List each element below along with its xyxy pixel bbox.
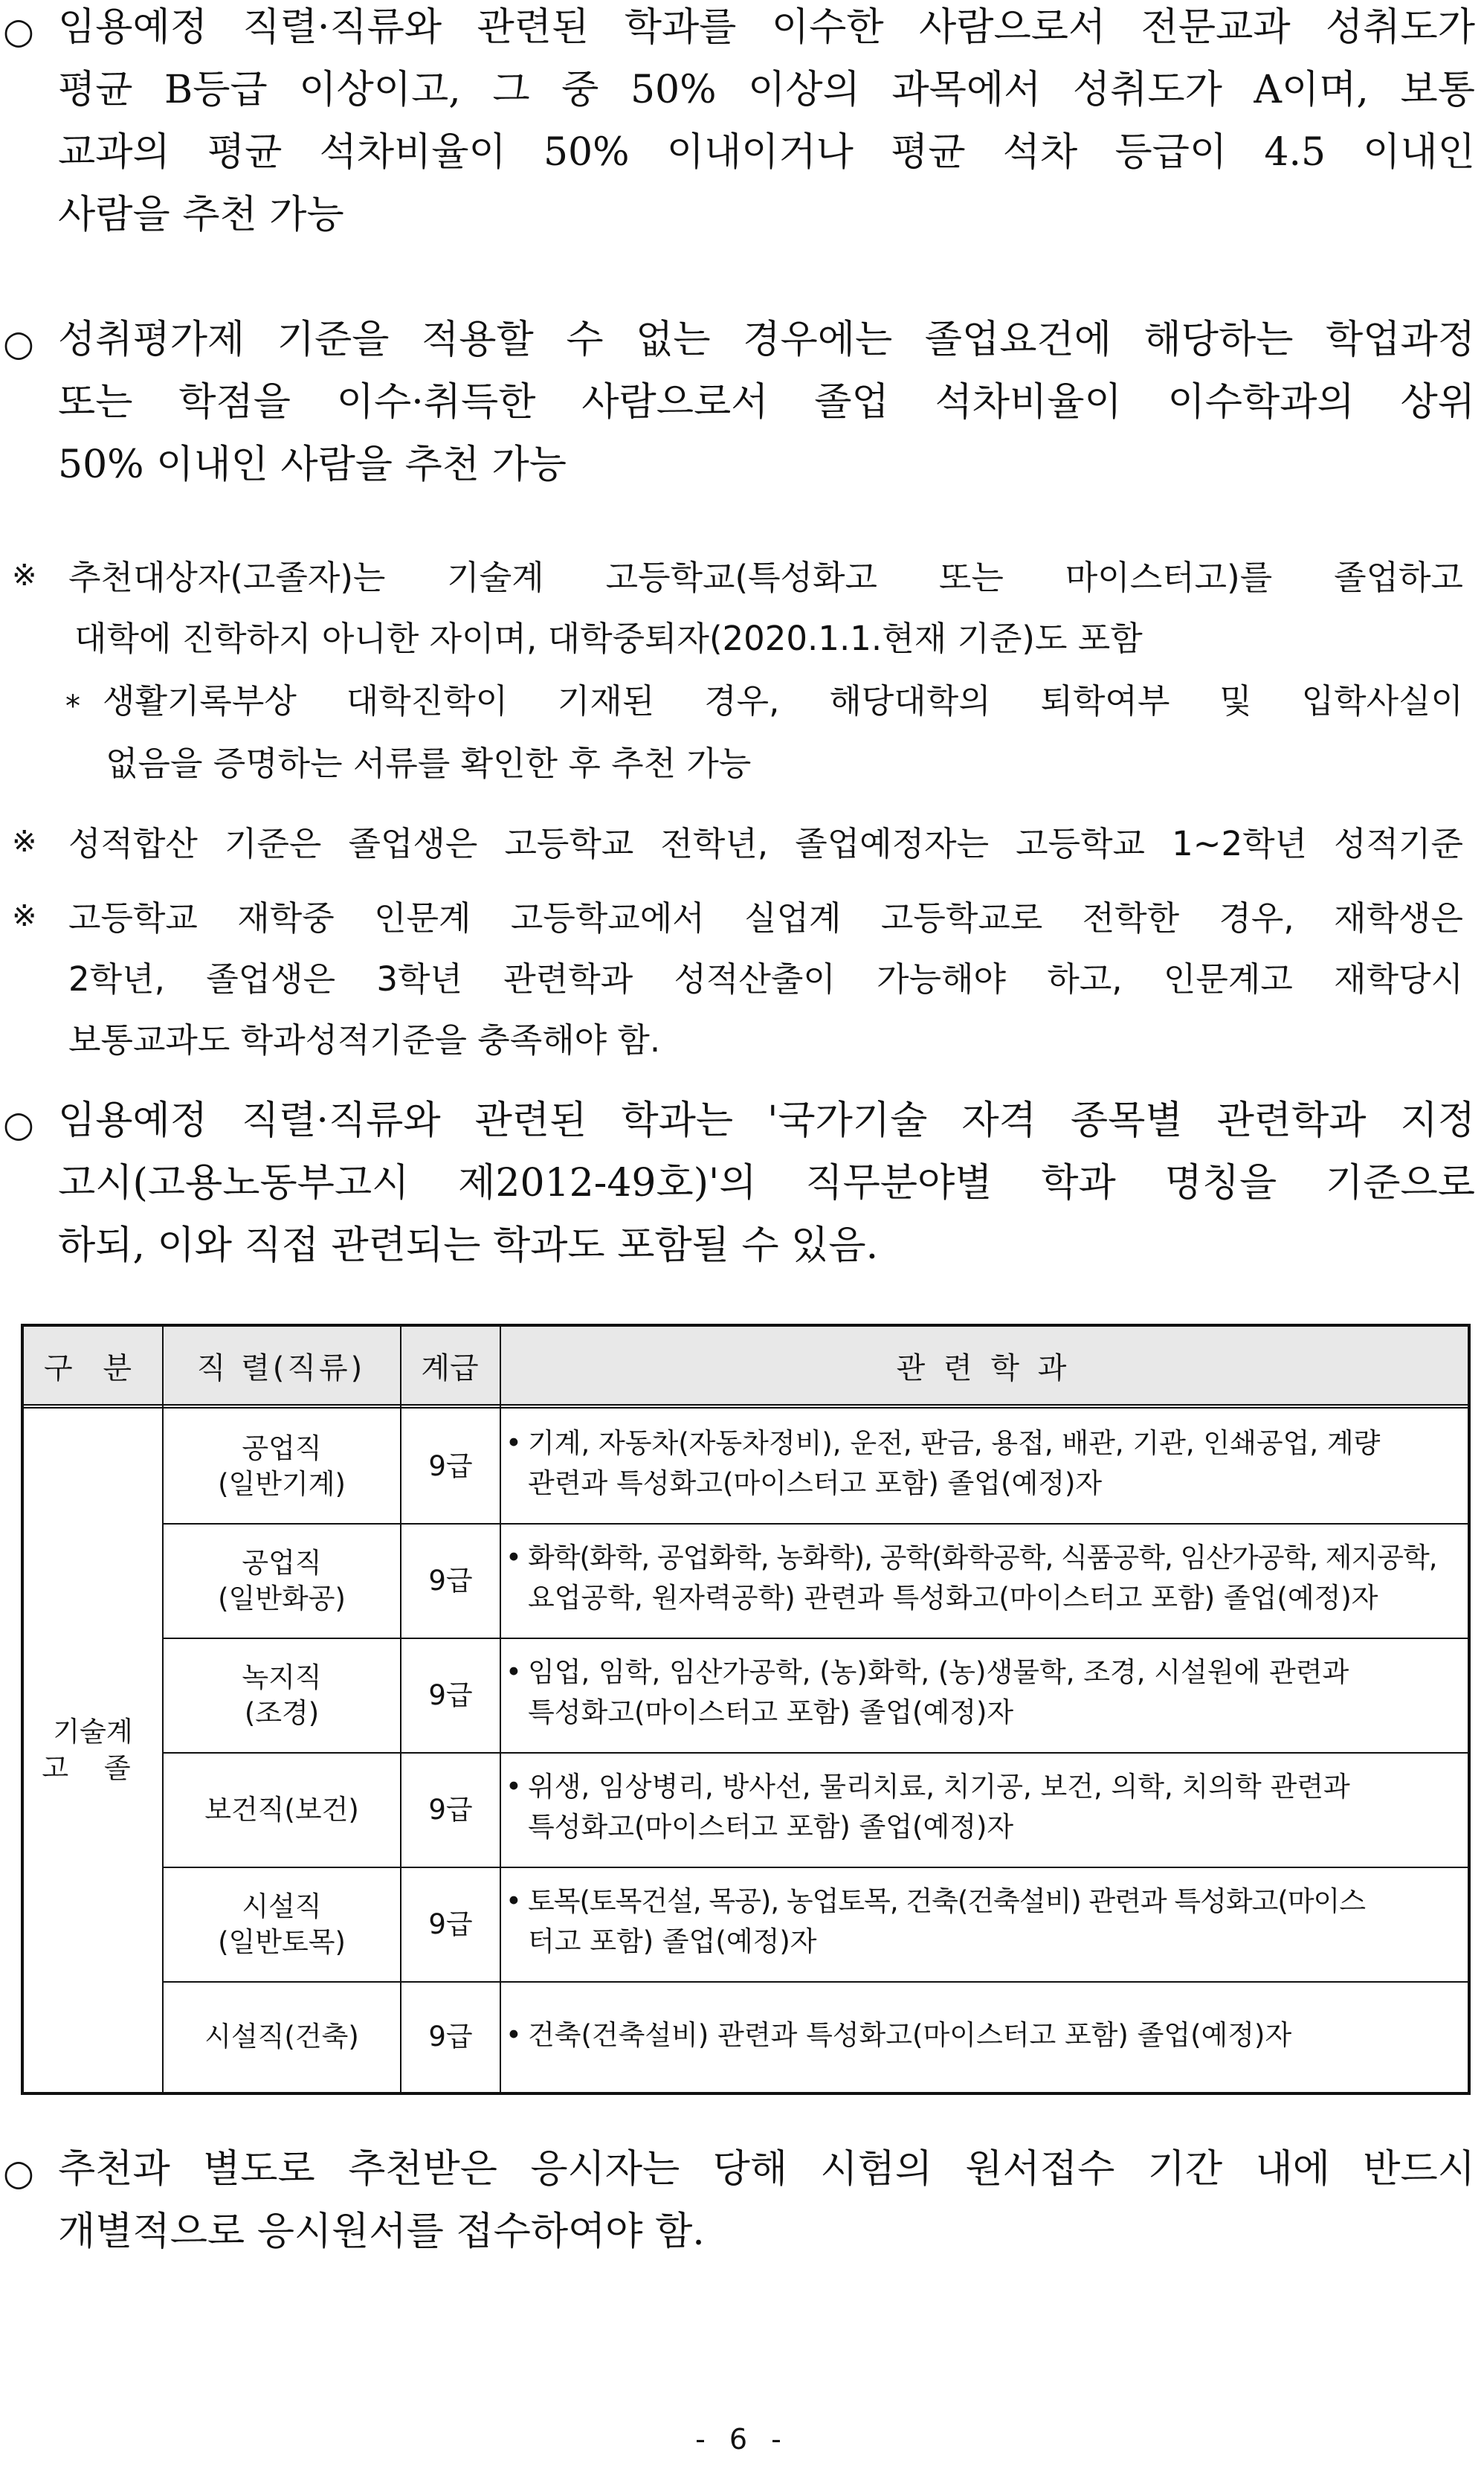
- circle-bullet-icon: ○: [3, 323, 34, 364]
- dept-description: [500, 1538, 1459, 1617]
- desc-line: 요업공학, 원자력공학) 관련과 특성화고(마이스터고 포함) 졸업(예정)자: [528, 1581, 1378, 1614]
- text-line: 대학에 진학하지 아니한 자이며, 대학중퇴자(2020.1.1.현재 기준)도 포함: [74, 619, 1143, 658]
- series-line: (일반기계): [218, 1468, 346, 1500]
- series-line: (일반토목): [218, 1926, 346, 1958]
- text-line: 없음을 증명하는 서류를 확인한 후 추천 가능: [106, 744, 752, 783]
- grade-cell: 9급: [428, 1908, 473, 1940]
- desc-line: 특성화고(마이스터고 포함) 졸업(예정)자: [528, 1696, 1014, 1728]
- text-line: 추천대상자(고졸자)는 기술계 고등학교(특성화고 또는 마이스터고)를 졸업하고: [68, 558, 1463, 597]
- related-dept-table: [21, 1324, 1471, 2095]
- bullet-dot-icon: •: [506, 1427, 522, 1459]
- text-line: 생활기록부상 대학진학이 기재된 경우, 해당대학의 퇴학여부 및 입학사실이: [103, 681, 1463, 721]
- series-line: (조경): [244, 1697, 320, 1729]
- circle-bullet-icon: ○: [3, 1104, 34, 1145]
- desc-line: 기계, 자동차(자동차정비), 운전, 판금, 용접, 배관, 기관, 인쇄공업, 계량: [528, 1427, 1381, 1459]
- header-grade: 계급: [421, 1351, 479, 1385]
- grade-cell: 9급: [428, 1449, 473, 1482]
- text-line: 보통교과도 학과성적기준을 충족해야 함.: [68, 1020, 661, 1060]
- desc-line: 건축(건축설비) 관련과 특성화고(마이스터고 포함) 졸업(예정)자: [528, 2019, 1292, 2051]
- bullet-dot-icon: •: [506, 1885, 522, 1917]
- grade-cell: 9급: [428, 1793, 473, 1826]
- grade-cell: 9급: [428, 2021, 473, 2053]
- text-line: 하되, 이와 직접 관련되는 학과도 포함될 수 있음.: [58, 1223, 879, 1268]
- series-cell: [164, 1868, 400, 1981]
- series-line: 시설직(건축): [204, 2021, 359, 2053]
- category-cell: [24, 1409, 162, 2092]
- desc-line: 위생, 임상병리, 방사선, 물리치료, 치기공, 보건, 의학, 치의학 관련과: [528, 1771, 1350, 1803]
- series-cell: [164, 1639, 400, 1752]
- text-line: 또는 학점을 이수·취득한 사람으로서 졸업 석차비율이 이수학과의 상위: [58, 380, 1475, 425]
- dept-description: [500, 1652, 1459, 1732]
- desc-line: 특성화고(마이스터고 포함) 졸업(예정)자: [528, 1810, 1014, 1843]
- header-series: 직 렬(직류): [196, 1351, 366, 1385]
- series-cell: [164, 1525, 400, 1638]
- series-line: 공업직: [242, 1546, 322, 1579]
- reference-mark-icon: ※: [12, 825, 37, 859]
- text-line: 평균 B등급 이상이고, 그 중 50% 이상의 과목에서 성취도가 A이며, 보통: [58, 68, 1475, 112]
- header-category: 구 분: [44, 1351, 142, 1385]
- text-line: 고등학교 재학중 인문계 고등학교에서 실업계 고등학교로 전학한 경우, 재학생은: [68, 898, 1463, 938]
- dept-description: [500, 2015, 1459, 2056]
- header-related-dept: 관 련 학 과: [896, 1351, 1071, 1385]
- bullet-dot-icon: •: [506, 1656, 522, 1688]
- text-line: 사람을 추천 가능: [58, 193, 344, 237]
- text-line: 교과의 평균 석차비율이 50% 이내이거나 평균 석차 등급이 4.5 이내인: [58, 130, 1475, 175]
- category-line: 고 졸: [42, 1751, 144, 1784]
- page-number: - 6 -: [695, 2423, 789, 2456]
- dept-description: [500, 1423, 1459, 1503]
- category-line: 기술계: [53, 1716, 133, 1748]
- desc-line: 관련과 특성화고(마이스터고 포함) 졸업(예정)자: [528, 1467, 1103, 1499]
- text-line: 고시(고용노동부고시 제2012-49호)'의 직무분야별 학과 명칭을 기준으로: [58, 1161, 1475, 1205]
- circle-bullet-icon: ○: [3, 2152, 34, 2194]
- text-line: 50% 이내인 사람을 추천 가능: [58, 442, 567, 487]
- asterisk-icon: *: [65, 689, 80, 724]
- desc-line: 임업, 임학, 임산가공학, (농)화학, (농)생물학, 조경, 시설원에 관련과: [528, 1656, 1349, 1688]
- text-line: 성적합산 기준은 졸업생은 고등학교 전학년, 졸업예정자는 고등학교 1~2학년 성적기준: [68, 824, 1463, 863]
- text-line: 2학년, 졸업생은 3학년 관련학과 성적산출이 가능해야 하고, 인문계고 재학당시: [68, 959, 1463, 999]
- text-line: 개별적으로 응시원서를 접수하여야 함.: [58, 2209, 705, 2254]
- series-line: 녹지직: [242, 1661, 322, 1693]
- series-line: 보건직(보건): [204, 1793, 359, 1826]
- text-line: 임용예정 직렬·직류와 관련된 학과는 '국가기술 자격 종목별 관련학과 지정: [58, 1098, 1475, 1143]
- series-cell: [164, 1754, 400, 1867]
- dept-description: [500, 1881, 1459, 1961]
- text-line: 추천과 별도로 추천받은 응시자는 당해 시험의 원서접수 기간 내에 반드시: [58, 2147, 1475, 2192]
- desc-line: 토목(토목건설, 목공), 농업토목, 건축(건축설비) 관련과 특성화고(마이스: [528, 1885, 1366, 1917]
- reference-mark-icon: ※: [12, 899, 37, 933]
- text-line: 임용예정 직렬·직류와 관련된 학과를 이수한 사람으로서 전문교과 성취도가: [58, 5, 1475, 50]
- desc-line: 터고 포함) 졸업(예정)자: [528, 1925, 817, 1957]
- text-line: 성취평가제 기준을 적용할 수 없는 경우에는 졸업요건에 해당하는 학업과정: [58, 318, 1475, 362]
- series-cell: [164, 1410, 400, 1523]
- series-line: (일반화공): [218, 1583, 346, 1615]
- reference-mark-icon: ※: [12, 558, 37, 593]
- grade-cell: 9급: [428, 1564, 473, 1597]
- circle-bullet-icon: ○: [3, 10, 34, 52]
- series-line: 시설직: [242, 1890, 322, 1922]
- series-cell: [164, 1983, 400, 2092]
- desc-line: 화학(화학, 공업화학, 농화학), 공학(화학공학, 식품공학, 임산가공학, 제지공학,: [528, 1542, 1437, 1574]
- series-line: 공업직: [242, 1432, 322, 1464]
- dept-description: [500, 1767, 1459, 1847]
- bullet-dot-icon: •: [506, 2019, 522, 2051]
- bullet-dot-icon: •: [506, 1771, 522, 1803]
- grade-cell: 9급: [428, 1678, 473, 1711]
- bullet-dot-icon: •: [506, 1542, 522, 1574]
